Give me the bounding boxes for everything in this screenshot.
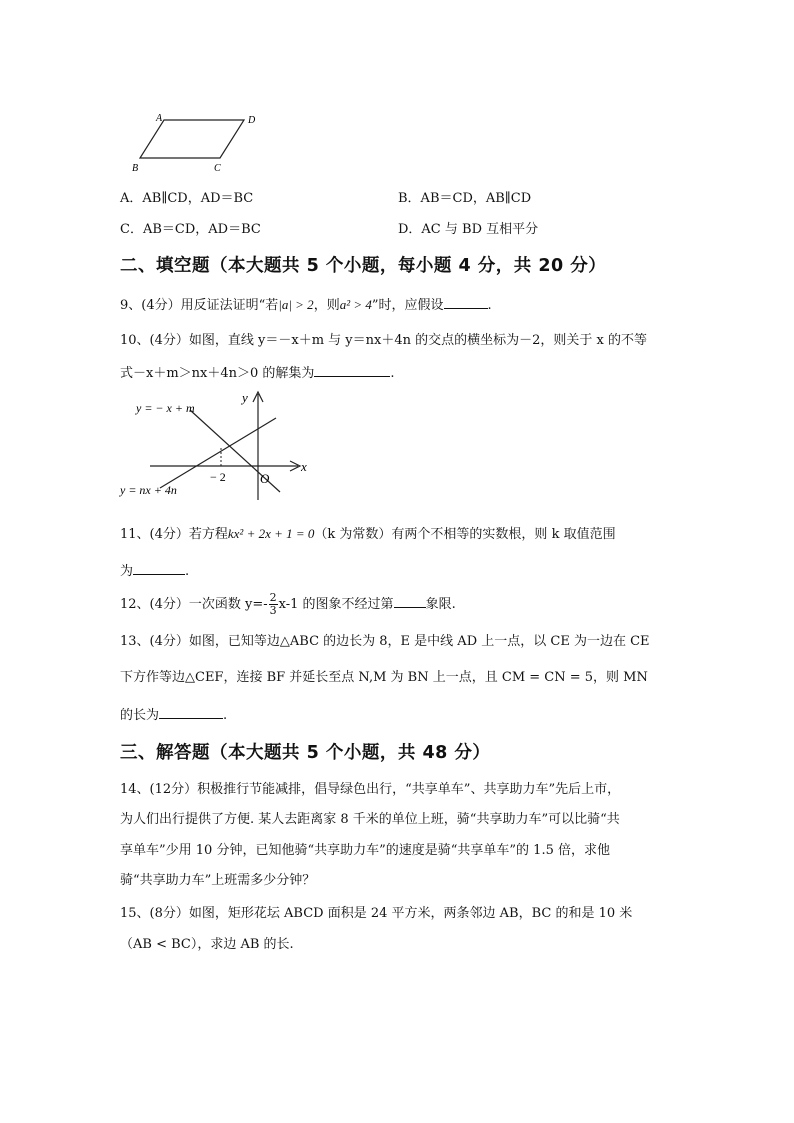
option-b: B．AB＝CD，AB∥CD xyxy=(398,191,532,206)
q12-text-post: x-1 的图象不经过第 xyxy=(278,597,394,612)
q11-text-post: （k 为常数）有两个不相等的实数根，则 k 取值范围 xyxy=(314,527,616,542)
question-10-line2 xyxy=(120,364,395,382)
question-10-line1: 10、(4分）如图，直线 y＝－x＋m 与 y＝nx＋4n 的交点的横坐标为－2，则关于 x 的不等 xyxy=(120,333,647,348)
q9-text-mid: ，则 xyxy=(313,298,340,313)
tick-label-neg2: − 2 xyxy=(210,470,226,484)
question-13-line1: 13、(4分）如图，已知等边△ABC 的边长为 8，E 是中线 AD 上一点，以 CE 为一边在 CE xyxy=(120,634,650,649)
question-14-line2: 为人们出行提供了方便. 某人去距离家 8 千米的单位上班，骑“共享助力车”可以比骑“共 xyxy=(120,812,620,827)
q9-square-expr: a² > 4 xyxy=(339,297,372,312)
q9-text-post: ”时，应假设 xyxy=(371,298,444,313)
q11-line2-text: 为 xyxy=(120,564,134,579)
option-d: D．AC 与 BD 互相平分 xyxy=(398,222,539,237)
question-13-line2: 下方作等边△CEF，连接 BF 并延长至点 N,M 为 BN 上一点，且 CM = CN = 5，则 MN xyxy=(120,670,648,685)
q13-answer-blank[interactable] xyxy=(159,706,223,719)
q11-answer-blank[interactable] xyxy=(133,562,185,575)
vertex-label-a: A xyxy=(156,113,163,124)
question-11-line1 xyxy=(120,526,616,543)
q10-answer-blank[interactable] xyxy=(314,364,390,377)
parallelogram-figure xyxy=(128,110,268,176)
q12-fraction-denominator: 3 xyxy=(269,604,277,617)
parallelogram-shape xyxy=(140,120,244,158)
question-14-line1: 14、(12分）积极推行节能减排，倡导绿色出行，“共享单车”、共享助力车”先后上市， xyxy=(120,782,621,797)
label-line-nx-plus-4n: y = nx + 4n xyxy=(120,483,177,497)
vertex-label-d: D xyxy=(248,115,256,126)
q12-answer-blank[interactable] xyxy=(394,595,426,608)
q12-end: 象限. xyxy=(425,597,456,612)
question-13-line3 xyxy=(120,706,227,724)
y-axis-label: y xyxy=(242,390,248,405)
option-a: A．AB∥CD，AD＝BC xyxy=(120,191,254,206)
question-15-line2: （AB < BC），求边 AB 的长. xyxy=(120,937,294,952)
q11-end: . xyxy=(185,564,190,579)
question-12 xyxy=(120,590,456,620)
q10-line2-text: 式－x＋m＞nx＋4n＞0 的解集为 xyxy=(120,366,315,381)
x-axis-label: x xyxy=(301,459,307,474)
question-9 xyxy=(120,296,492,314)
q9-end: . xyxy=(487,298,492,313)
line-graph-figure xyxy=(118,388,314,504)
q12-fraction-numerator: 2 xyxy=(269,591,277,604)
question-14-line3: 享单车”少用 10 分钟，已知他骑“共享助力车”的速度是骑“共享单车”的 1.5 倍，求他 xyxy=(120,843,610,858)
q9-answer-blank[interactable] xyxy=(444,296,488,309)
question-11-line2 xyxy=(120,562,189,580)
q13-end: . xyxy=(223,708,228,723)
q10-end: . xyxy=(390,366,395,381)
question-14-line4: 骑“共享助力车”上班需多少分钟？ xyxy=(120,873,316,888)
question-15-line1: 15、(8分）如图，矩形花坛 ABCD 面积是 24 平方米，两条邻边 AB，BC 的和是 10 米 xyxy=(120,906,633,921)
q9-abs-expr: |a| > 2 xyxy=(278,297,314,312)
vertex-label-b: B xyxy=(132,163,139,174)
label-line-neg-x-plus-m: y = − x + m xyxy=(136,401,195,415)
q13-line3-text: 的长为 xyxy=(120,708,160,723)
q12-fraction xyxy=(269,592,278,617)
q11-text-pre: 11、(4分）若方程 xyxy=(120,527,228,542)
q12-text-pre: 12、(4分）一次函数 y=- xyxy=(120,597,268,612)
q11-equation: kx² + 2x + 1 = 0 xyxy=(227,526,315,541)
origin-label: O xyxy=(260,471,270,486)
section3-title: 三、解答题（本大题共 5 个小题，共 48 分） xyxy=(120,743,491,763)
option-c: C．AB＝CD，AD＝BC xyxy=(120,222,261,237)
section2-title: 二、填空题（本大题共 5 个小题，每小题 4 分，共 20 分） xyxy=(120,256,607,276)
vertex-label-c: C xyxy=(214,163,221,174)
q9-text-pre: 9、(4分）用反证法证明“若 xyxy=(120,298,279,313)
